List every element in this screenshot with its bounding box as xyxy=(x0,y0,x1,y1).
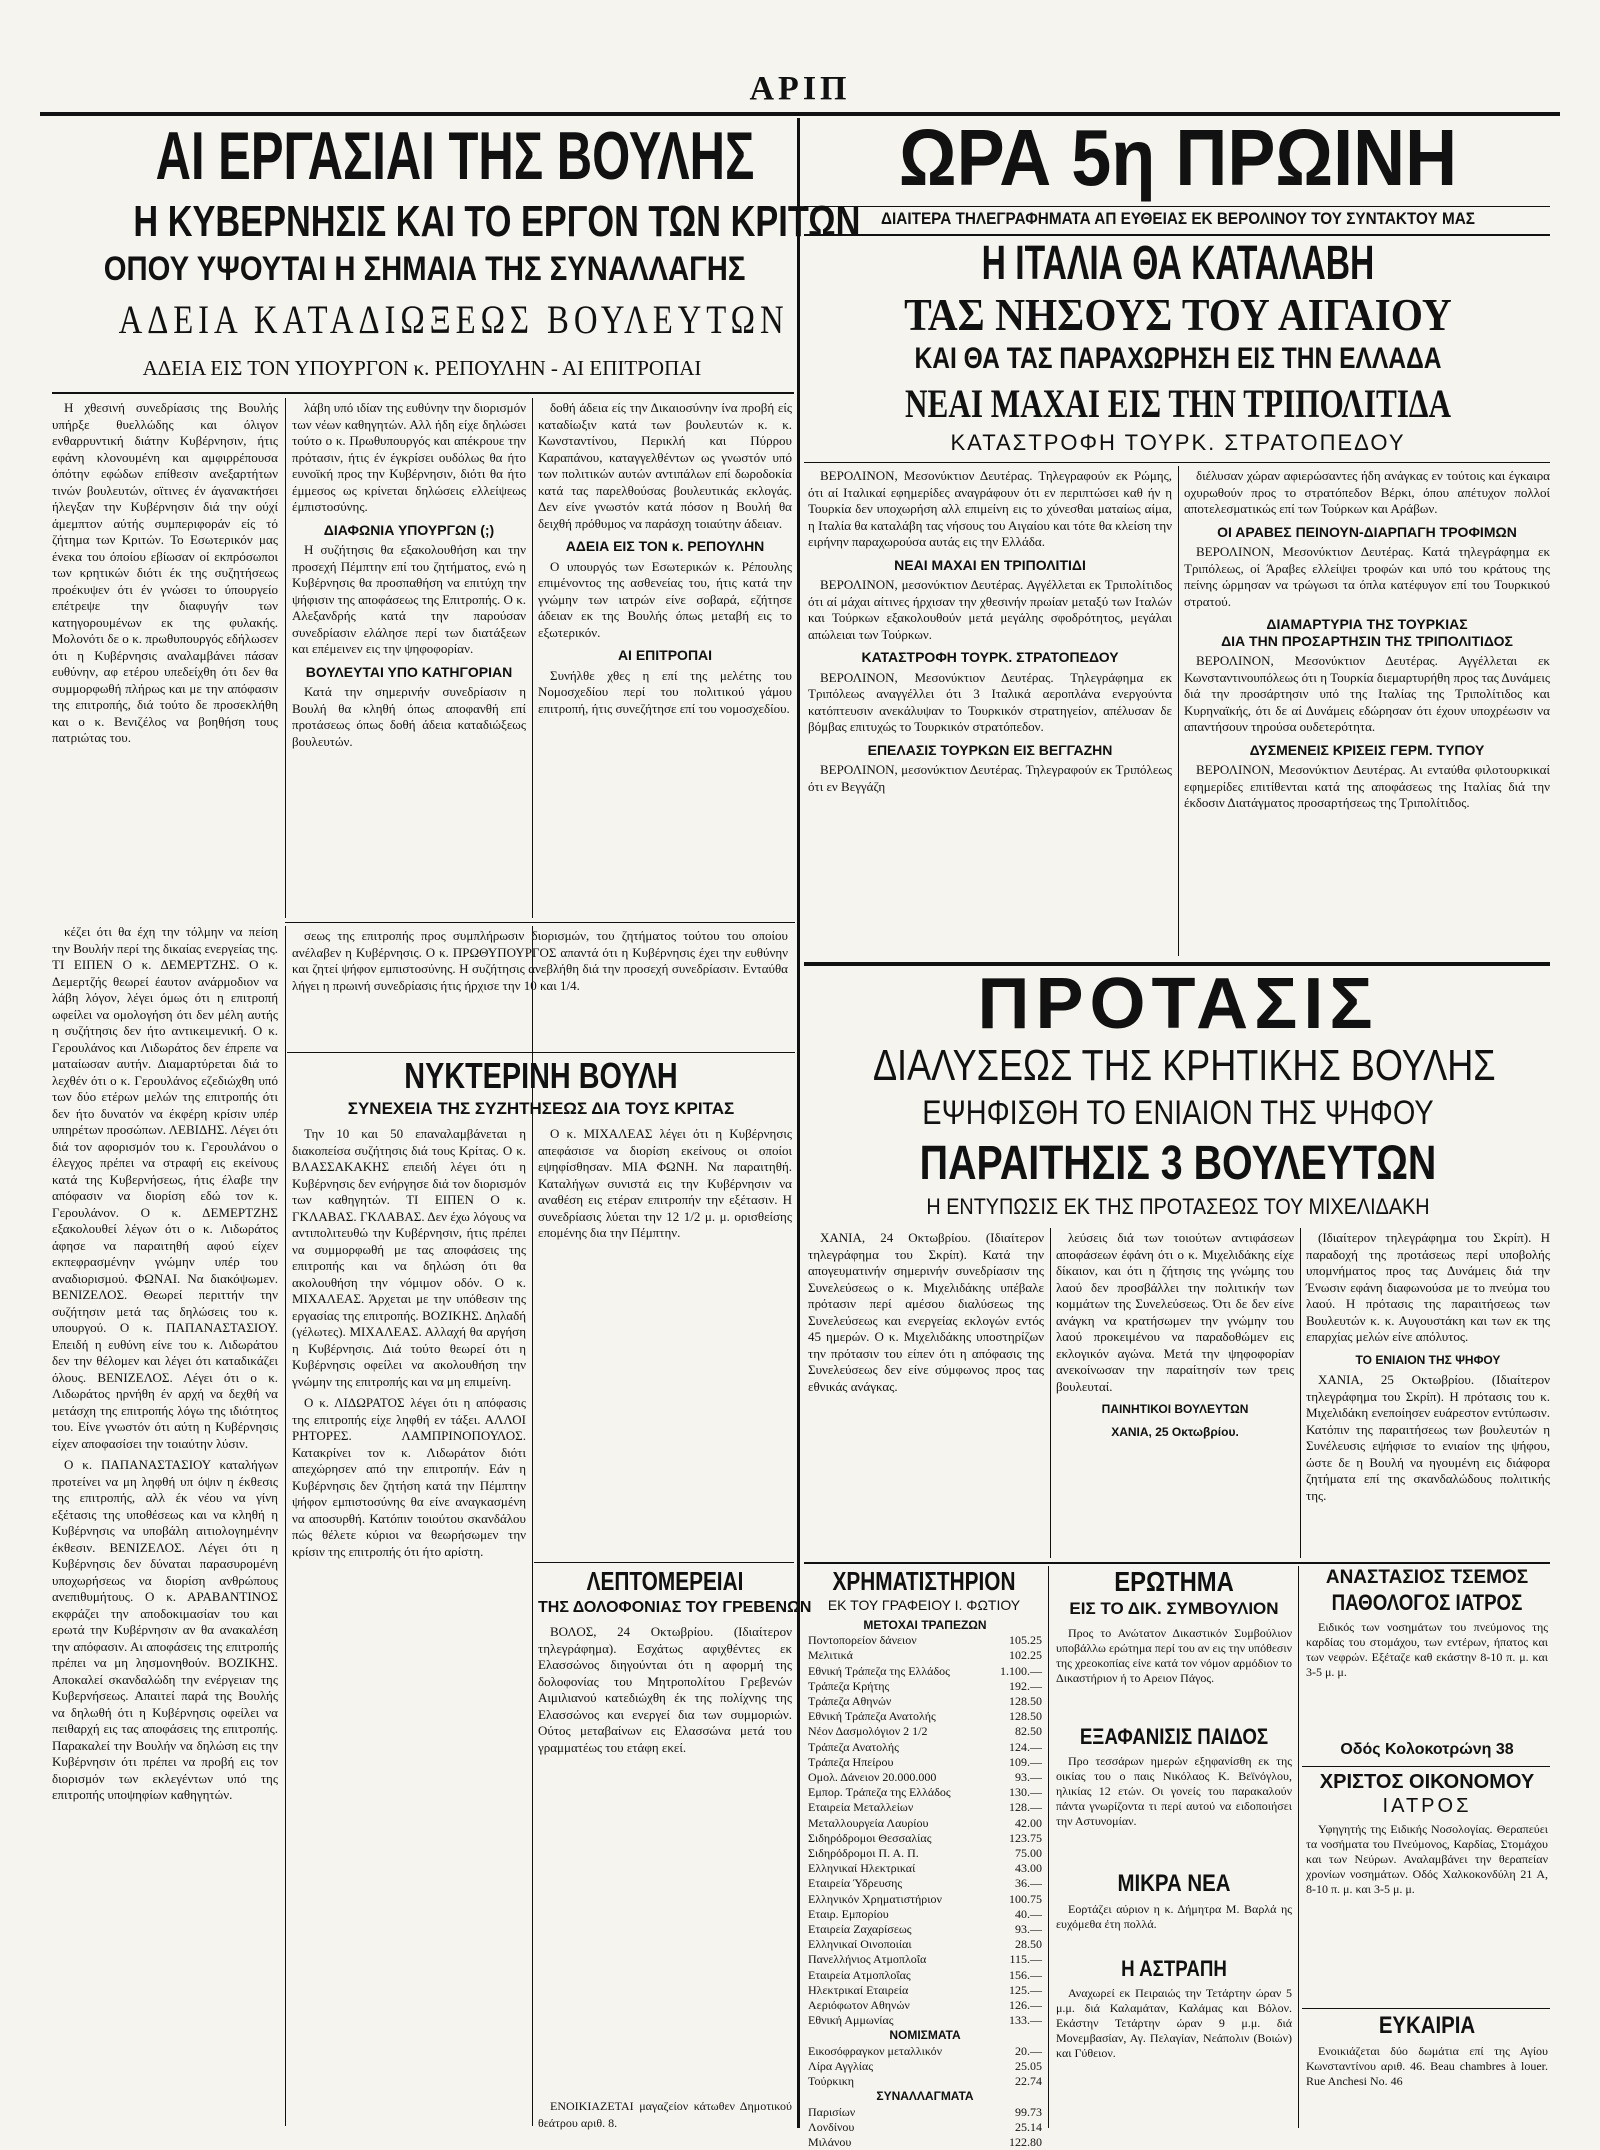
subheading: ΚΑΤΑΣΤΡΟΦΗ ΤΟΥΡΚ. ΣΤΡΑΤΟΠΕΔΟΥ xyxy=(808,649,1172,666)
article-paragraph: ΒΕΡΟΛΙΝΟΝ, Μεσονύκτιον Δευτέρας. Αι ενταύθα φιλοτουρκικαί εφημερίδες επιτίθενται κατά της αποφάσεως της Ιταλίας διά την έκδοσιν Διατάγματος προσαρτήσεως της Τριπολίτιδος. xyxy=(1184,762,1550,812)
ad-rule xyxy=(1302,1766,1550,1767)
article-paragraph: ΒΕΡΟΛΙΝΟΝ, Μεσονύκτιον Δευτέρας. Αγγέλλεται εκ Κωνσταντινουπόλεως ότι η Τουρκία διεμαρτυρήθη προς τας Δυνάμεις διά την προσάρτησιν υπό της Ιταλίας της Τριπολίτιδος και Κυρηναϊκής, ότι δε αί Δυνάμεις εδώρησαν ότι έχουν υποχρέωσιν να απαντήσουν τηρούσα ουδετερότητα. xyxy=(1184,653,1550,736)
market-row xyxy=(808,1998,1042,2013)
night-rule xyxy=(287,1052,795,1053)
market-row-value: 42.00 xyxy=(1009,1816,1042,1831)
market-row-label: Λίρα Αγγλίας xyxy=(808,2059,873,2074)
market-row xyxy=(808,1755,1042,1770)
market-row-value: 40.— xyxy=(1009,1907,1042,1922)
article-paragraph: διέλυσαν χώραν αφιερώσαντες ήδη ανάγκας εν τούτοις και έγκαιρα οχυρωθούν προς το στρατόπεδον Βέρκι, όπου απέτυχον πολλοί αποτελεσματικώς επί των Τούρκων και Αράβων. xyxy=(1184,468,1550,518)
subheading: ΔΙΑΜΑΡΤΥΡΙΑ ΤΗΣ ΤΟΥΡΚΙΑΣ xyxy=(1184,616,1550,633)
article-paragraph: Εορτάζει αύριον η κ. Δήμητρα Μ. Βαρλά ης ευχόμεθα έτη πολλά. xyxy=(1056,1902,1292,1932)
market-row xyxy=(808,1922,1042,1937)
astrapi-text xyxy=(1056,1986,1292,2126)
headline-right-6: ΚΑΤΑΣΤΡΟΦΗ ΤΟΥΡΚ. ΣΤΡΑΤΟΠΕΔΟΥ xyxy=(806,432,1550,454)
market-row-value: 124.— xyxy=(1003,1740,1042,1755)
article-paragraph: ΒΕΡΟΛΙΝΟΝ, μεσονύκτιον Δευτέρας. Αγγέλλεται εκ Τριπολίτιδος ότι αί μάχαι αίτινες ήρχισαν την χθεσινήν πρωίαν μεταξύ των Ιταλών και Τούρκων εξακολουθούν μετά μεγάλης σφοδρότητος, μεγάλαι απώλειαι των Τούρκων. xyxy=(808,577,1172,643)
classified-enoikiazetai xyxy=(538,2098,792,2128)
masthead xyxy=(0,70,1600,110)
headline-left-2: Η ΚΥΒΕΡΝΗΣΙΣ ΚΑΙ ΤΟ ΕΡΓΟΝ ΤΩΝ ΚΡΙΤΩΝ xyxy=(133,200,710,244)
headline-night: ΝΥΚΤΕΡΙΝΗ ΒΟΥΛΗ xyxy=(340,1058,742,1094)
classified-text: ΕΝΟΙΚΙΑΖΕΤΑΙ μαγαζείον κάτωθεν Δημοτικού θεάτρου αριθ. 8. xyxy=(538,2098,792,2131)
market-row-label: Ελληνικαί Ηλεκτρικαί xyxy=(808,1861,915,1876)
market-row-value: 43.00 xyxy=(1009,1861,1042,1876)
kicker-rule xyxy=(804,206,1550,207)
exafanisis-title: ΕΞΑΦΑΝΙΣΙΣ ΠΑΙΔΟΣ xyxy=(1072,1726,1276,1748)
market-table xyxy=(808,1618,1042,2128)
col-divider-r1 xyxy=(1178,466,1179,956)
market-row xyxy=(808,1679,1042,1694)
market-row xyxy=(808,2120,1042,2135)
market-row-value: 1.100.— xyxy=(994,1664,1042,1679)
article-paragraph: κέζει ότι θα έχη την τόλμην να πείση την Βουλήν περί της δικαίας ενεργείας της. ΤΙ ΕΙΠΕΝ Ο κ. ΔΕΜΕΡΤΖΗΣ. Ο κ. Δεμερτζής θεωρεί έαυτον ανάρμοδιον να λάβη λόγον, λέγει όμως ότι η επιτροπή ωφείλει να ομολογήση ότι δεν μέλη αυτής η συζήτησις δεν ήτο αντικειμενική. Ο κ. Γερουλάνος και Λιδωράτος δεν έπρεπε να ματαίωσαν αυτήν. Διαμαρτύρεται διά το λεχθέν ότι ο κ. Γερουλάνος εζεδιώχθη υπό των δύο ετέρων μελών της επιτροπής ότι δεν ήτο δυνατόν να έκφέρη κρίσιν υπέρ υπηρέτων προσώπων. ΛΕΒΙΔΗΣ. Λέγει ότι διά τον αφορισμόν του κ. Γερουλάνου ο έλεγχος πρέπει να στραφή εις εκείνους κατά της Κυβερνήσεως, ήτις έλαβε την απόφασιν να διορίση εδώ τον κ. Γερουλάνον. Ο κ. ΔΕΜΕΡΤΖΗΣ εξακολουθεί λέγων ότι ο κ. Λιδωράτος άφησε να παραιτηθή αφού είχεν εκπεφρασμένην γνώμην υπέρ του αναδιορισμού. ΦΩΝΑΙ. Να διακόψωμεν. ΒΕΝΙΖΕΛΟΣ. Θεωρεί περιττήν την συζήτησιν μετά τας δηλώσεις του κ. υπουργού. Ο κ. ΠΑΠΑΝΑΣΤΑΣΙΟΥ. Επειδή η ευθύνη είνε του κ. Λιδωράτου δεν την θέλομεν και λέγει ότι καταδικάζει όλους. ΒΕΝΙΖΕΛΟΣ. Λέγει ότι ο κ. Λιδωράτος ηρνήθη έν αρχή να δεχθή να μετάσχη της επιτροπής λόγω της ιδιότητος του. Είνε γνωστόν ότι αύτη η Κυβέρνησις είχεν αποφασίσει την τοιαύτην λύσιν. xyxy=(52,924,278,1452)
market-row-label: Εθνική Τράπεζα της Ελλάδος xyxy=(808,1664,950,1679)
col-divider-r3 xyxy=(1300,1228,1301,1558)
headline-left-4: ΑΔΕΙΑ ΚΑΤΑΔΙΩΞΕΩΣ ΒΟΥΛΕΥΤΩΝ xyxy=(119,300,726,340)
market-row xyxy=(808,1968,1042,1983)
ad-doctor-1-name: ΑΝΑΣΤΑΣΙΟΣ ΤΣΕΜΟΣ xyxy=(1304,1568,1550,1587)
article-column-4 xyxy=(52,924,278,2124)
kicker: ΔΙΑΙΤΕΡΑ ΤΗΛΕΓΡΑΦΗΜΑΤΑ ΑΠ ΕΥΘΕΙΑΣ ΕΚ ΒΕΡΟΛΙΝΟΥ ΤΟΥ ΣΥΝΤΑΚΤΟΥ ΜΑΣ xyxy=(843,210,1513,227)
subheading: ΧΑΝΙΑ, 25 Οκτωβρίου. xyxy=(1056,1424,1294,1441)
market-caption: ΣΥΝΑΛΛΑΓΜΑΤΑ xyxy=(808,2089,1042,2104)
article-column-3 xyxy=(538,400,792,920)
article-paragraph: Ενοικιάζεται δύο δωμάτια επί της Αγίου Κωνσταντίνου αριθ. 46. Beau chambres à louer. Rue Anchesi No. 46 xyxy=(1306,2044,1548,2089)
article-paragraph: Ο κ. ΜΙΧΑΛΕΑΣ λέγει ότι η Κυβέρνησις απεφάσισε να διορίση εκείνους οι οποίοι εψηφίσθησαν. ΜΙΑ ΦΩΝΗ. Να παραιτηθή. Καταλήγων συνιστά εις την Κυβέρνησιν να αναθέση εις ετέραν επιτροπήν την εξέτασιν. Η συνεδρίασις λύεται την 12 1/2 μ. μ. ορισθείσης επομένης δια την Πέμπτην. xyxy=(538,1126,792,1242)
erotima-text xyxy=(1056,1626,1292,1718)
market-row-value: 128.50 xyxy=(1003,1709,1042,1724)
market-row-label: Αεριόφωτον Αθηνών xyxy=(808,1998,910,2013)
col-divider-r4 xyxy=(1048,1566,1049,2128)
article-paragraph: ΧΑΝΙΑ, 24 Οκτωβρίου. (Ιδιαίτερον τηλεγράφημα του Σκρίπ). Κατά την απογευματινήν σημερινήν συνεδρίασιν της Συνελεύσεως ο κ. Μιχελιδάκης υπέβαλε πρότασιν περί αμέσου διαλύσεως της Συνελεύσεως και ενεργείας εκλογών εντός 45 ημερών. Ο κ. Μιχελιδάκης υποστηρίζων την πρότασιν του είπεν ότι η απόφασις της Συνελεύσεως δεν είνε σύμφωνος προς τας εθνικάς ανάγκας. xyxy=(808,1230,1044,1395)
article-column-6 xyxy=(538,1126,792,1556)
ad-doctor-2-title: ΙΑΤΡΟΣ xyxy=(1304,1796,1550,1816)
article-paragraph: Ειδικός των νοσημάτων του πνεύμονος της καρδίας του στομάχου, των εντέρων, ήπατος και των νεφρών. Εξέταζε καθ εκάστην 8-10 π. μ. και 3-5 μ. μ. xyxy=(1306,1620,1548,1680)
article-paragraph: λάβη υπό ιδίαν της ευθύνην την διορισμόν των νέων καθηγητών. Αλλ ήδη είχε δηλώσει τούτο ο κ. Πρωθυπουργός και απέκρουε την πρότασιν, ήτις έν έγκρίσει ουδόλως θα ήτο ευνοϊκή προς την Κυβέρνησιν, διότι θα ήτο έμμεσος ως κρίνεται δηλώσεις ελλείψεως έμπιστοσύνης. xyxy=(292,400,526,516)
market-row xyxy=(808,1983,1042,1998)
subheading: ΔΙΑ ΤΗΝ ΠΡΟΣΑΡΤΗΣΙΝ ΤΗΣ ΤΡΙΠΟΛΙΤΙΔΟΣ xyxy=(1184,633,1550,650)
headline-protasis-5: Η ΕΝΤΥΠΩΣΙΣ ΕΚ ΤΗΣ ΠΡΟΤΑΣΕΩΣ ΤΟΥ ΜΙΧΕΛΙΔΑΚΗ xyxy=(843,1196,1513,1218)
market-row-value: 133.— xyxy=(1003,2013,1042,2028)
market-row-value: 125.— xyxy=(1003,1983,1042,1998)
market-row-value: 82.50 xyxy=(1009,1724,1042,1739)
market-row-label: Μεταλλουργεία Λαυρίου xyxy=(808,1816,928,1831)
market-rows-currency xyxy=(808,2044,1042,2090)
headline-left-main: ΑΙ ΕΡΓΑΣΙΑΙ ΤΗΣ ΒΟΥΛΗΣ xyxy=(156,122,689,190)
market-caption: ΜΕΤΟΧΑΙ ΤΡΑΠΕΖΩΝ xyxy=(808,1618,1042,1633)
headline-night-sub: ΣΥΝΕΧΕΙΑ ΤΗΣ ΣΥΖΗΤΗΣΕΩΣ ΔΙΑ ΤΟΥΣ ΚΡΙΤΑΣ xyxy=(290,1100,792,1117)
market-row xyxy=(808,1785,1042,1800)
article-protasis-col-3 xyxy=(1306,1230,1550,1560)
market-row xyxy=(808,2013,1042,2028)
market-rows-exchange xyxy=(808,2105,1042,2150)
col-divider-r2 xyxy=(1050,1228,1051,1558)
market-row xyxy=(808,1907,1042,1922)
market-row-label: Εταιρεία Ζαχαρίσεως xyxy=(808,1922,912,1937)
market-row xyxy=(808,1952,1042,1967)
astrapi-title: Η ΑΣΤΡΑΠΗ xyxy=(1072,1958,1276,1980)
market-row-value: 25.14 xyxy=(1009,2120,1042,2135)
article-column-5-top xyxy=(292,928,788,1048)
masthead-title: ΑΡΙΠ xyxy=(750,70,851,107)
mikra-nea-title: ΜΙΚΡΑ ΝΕΑ xyxy=(1072,1872,1276,1896)
market-row-label: Τούρκικη xyxy=(808,2074,854,2089)
market-row-value: 123.75 xyxy=(1003,1831,1042,1846)
article-paragraph: Ο κ. ΛΙΔΩΡΑΤΟΣ λέγει ότι η απόφασις της επιτροπής είχε ληφθή εν τάξει. ΑΛΛΟΙ ΡΗΤΟΡΕΣ. ΛΑΜΠΡΙΝΟΠΟΥΛΟΣ. Κατακρίνει τον κ. Λιδωράτον διότι απεχώρησεν από την επιτροπήν. Εάν η Κυβέρνησις δεν ζητήση κατά την Πέμπτην ψήφον εμπιστοσύνης θα είνε αναγκασμένη να αποσυρθή. Κατόπιν τοιούτου σκανδάλου πώς θέλετε κύριοι να θεωρήσωμεν την κρίσιν της επιτροπής ότι ήτο αρίστη. xyxy=(292,1395,526,1560)
ad-doctor-2-name: ΧΡΙΣΤΟΣ ΟΙΚΟΝΟΜΟΥ xyxy=(1304,1772,1550,1792)
market-row-label: Ελληνικαί Οινοποιίαι xyxy=(808,1937,912,1952)
market-row-value: 102.25 xyxy=(1003,1648,1042,1663)
exafanisis-text xyxy=(1056,1754,1292,1864)
market-title: ΧΡΗΜΑΤΙΣΤΗΡΙΟΝ xyxy=(830,1568,1019,1594)
article-paragraph: Προς το Ανώτατον Δικαστικόν Συμβούλιον υποβάλλω ερώτημα περί του αν εις την υπόθεσιν της χρεοκοπίας είνε κατά τον νόμον αρμόδιον το Δικαστήριον ή το Αρειον Πάγος. xyxy=(1056,1626,1292,1686)
headline-protasis: ΠΡΟΤΑΣΙΣ xyxy=(806,968,1550,1040)
market-row-label: Εταιρεία Μεταλλείων xyxy=(808,1800,913,1815)
market-subtitle: ΕΚ ΤΟΥ ΓΡΑΦΕΙΟΥ Ι. ΦΩΤΙΟΥ xyxy=(806,1598,1042,1612)
article-column-5 xyxy=(292,1126,526,2126)
market-row-label: Σιδηρόδρομοι Π. Α. Π. xyxy=(808,1846,919,1861)
market-row xyxy=(808,1633,1042,1648)
market-row-label: Λονδίνου xyxy=(808,2120,854,2135)
headline-right-5: ΝΕΑΙ ΜΑΧΑΙ ΕΙΣ ΤΗΝ ΤΡΙΠΟΛΙΤΙΔΑ xyxy=(888,384,1468,424)
market-row-value: 100.75 xyxy=(1003,1892,1042,1907)
market-row xyxy=(808,1861,1042,1876)
market-row-label: Εταιρ. Εμπορίου xyxy=(808,1907,889,1922)
article-paragraph: δοθή άδεια είς την Δικαιοσύνην ίνα προβή είς καταδίωξιν κατά των βουλευτών κ. κ. Κωνσταντίνου, Περικλή και Πύρρου Καραπάνου, καταγγελθέντων ως γνωστόν υπό των πολιτικών αυτών αντιπάλων επί δωροδοκία κατά τας παρελθούσας βουλευτικάς εκλογάς. Δεν είνε γνωστόν κατά πόσον η Βουλή θα δειχθή πρόθυμος να παράσχη τοιαύτην άδειαν. xyxy=(538,400,792,532)
market-rule xyxy=(804,1562,1550,1564)
headline-leptomereiai-sub: ΤΗΣ ΔΟΛΟΦΟΝΙΑΣ ΤΟΥ ΓΡΕΒΕΝΩΝ xyxy=(538,1600,792,1616)
article-right-col-1 xyxy=(808,468,1172,956)
market-row-value: 128.— xyxy=(1003,1800,1042,1815)
left-head-rule xyxy=(52,392,794,394)
headline-protasis-3: ΕΨΗΦΙΣΘΗ ΤΟ ΕΝΙΑΙΟΝ ΤΗΣ ΨΗΦΟΥ xyxy=(862,1096,1494,1130)
article-paragraph: ΒΕΡΟΛΙΝΟΝ, Μεσονύκτιον Δευτέρας. Κατά τηλεγράφημα εκ Τριπόλεως, οί Άραβες ελλείψει τροφών και υπό του κράτους της πείνης ώρμησαν να τρώγωσι τα όπλα κατέφυγον επί του Τουρκικού στρατού. xyxy=(1184,544,1550,610)
market-row-label: Ομολ. Δάνειον 20.000.000 xyxy=(808,1770,936,1785)
col-divider-2 xyxy=(532,398,533,918)
headline-right-3: ΤΑΣ ΝΗΣΟΥΣ ΤΟΥ ΑΙΓΑΙΟΥ xyxy=(843,292,1513,338)
article-column-2 xyxy=(292,400,526,920)
market-row-value: 156.— xyxy=(1003,1968,1042,1983)
article-paragraph: Η χθεσινή συνεδρίασις της Βουλής υπήρξε θυελλώδης και όλιγον ενθαρρυντική διάτην Κυβέρνησιν, ήτις εφάνη κλονουμένη και αμφιρρέπουσα όπότην εφώδων επίθεσιν ανεξαρτήτων τινών βουλευτών, οϊτινες έν άγανακτήσει ήλεγξαν την Κυβέρνησιν διά την ούχί άμεμπτον αύτής συμπεριφοράν είς τό ζήτημα των Κριτών. Το Εσωτερικόν μας ένεκα του όποίου εβίωσαν οί εκπρόσωποι των κρητικών διότι έκ της συζητήσεως προέκυψεν ότι έν γνώσει το ύπουργείο επέτρεψε την διαφυγήν των κατηγορουμένων εκ της φυλακής. Μολονότι δε ο κ. πρωθυπουργός εδήλωσεν ότι η Κυβέρνησις αναλαμβάνει πάσαν ευθύνην, αφ ετέρου υπεδείχθη ότι δεν θα συμμορφωθή πλήρως και με την απόφασιν της επιτροπής, διά τούτο δε προσεκλήθη και ο κ. Βενιζέλος να βοηθήση τους πατριώτας του. xyxy=(52,400,278,747)
ad-rule xyxy=(1302,2008,1550,2009)
market-row-value: 99.73 xyxy=(1009,2105,1042,2120)
market-row xyxy=(808,1709,1042,1724)
market-row-label: Εθνική Αμμωνίας xyxy=(808,2013,894,2028)
market-row xyxy=(808,2074,1042,2089)
article-paragraph: ΒΕΡΟΛΙΝΟΝ, μεσονύκτιον Δευτέρας. Τηλεγραφούν εκ Τριπόλεως ότι εν Βεγγάζη xyxy=(808,762,1172,795)
headline-right-4: ΚΑΙ ΘΑ ΤΑΣ ΠΑΡΑΧΩΡΗΣΗ ΕΙΣ ΤΗΝ ΕΛΛΑΔΑ xyxy=(873,344,1483,374)
headline-left-5: ΑΔΕΙΑ ΕΙΣ ΤΟΝ ΥΠΟΥΡΓΟΝ κ. ΡΕΠΟΥΛΗΝ - ΑΙ ΕΠΙΤΡΟΠΑΙ xyxy=(52,358,792,379)
market-row xyxy=(808,1648,1042,1663)
ad-doctor-1-address: Οδός Κολοκοτρώνη 38 xyxy=(1304,1742,1550,1758)
market-row-value: 130.— xyxy=(1003,1785,1042,1800)
article-paragraph: Συνήλθε χθες η επί της μελέτης του Νομοσχεδίου περί του πολιτικού γάμου επιτροπή, ήτις συνεζήτησε επί του νομοσχεδίου. xyxy=(538,668,792,718)
ad-doctor-1-text xyxy=(1306,1620,1548,1738)
market-row-value: 122.80 xyxy=(1003,2135,1042,2150)
market-row xyxy=(808,1892,1042,1907)
market-row xyxy=(808,1770,1042,1785)
market-row xyxy=(808,1846,1042,1861)
col-divider-3 xyxy=(285,926,286,2126)
market-row-label: Εθνική Τράπεζα Ανατολής xyxy=(808,1709,936,1724)
market-row-value: 28.50 xyxy=(1009,1937,1042,1952)
headline-right-main: ΩΡΑ 5η ΠΡΩΙΝΗ xyxy=(843,118,1513,198)
market-row xyxy=(808,1740,1042,1755)
mikra-nea-text xyxy=(1056,1902,1292,1950)
lept-rule xyxy=(534,1562,794,1563)
market-caption: ΝΟΜΙΣΜΑΤΑ xyxy=(808,2028,1042,2043)
article-paragraph: Υφηγητής της Ειδικής Νοσολογίας. Θεραπεύει τα νοσήματα του Πνεύμονος, Καρδίας, Στομάχου και των Νεύρων. Αναλαμβάνει την θεραπείαν χρονίων νοσημάτων. Οδός Χαλκοκονδύλη 21 Α, 8-10 π. μ. και 3-5 μ. μ. xyxy=(1306,1822,1548,1897)
market-row-value: 20.— xyxy=(1009,2044,1042,2059)
subheading: ΠΑΙΝΗΤΙΚΟΙ ΒΟΥΛΕΥΤΩΝ xyxy=(1056,1401,1294,1418)
market-row-label: Τράπεζα Κρήτης xyxy=(808,1679,889,1694)
subheading: ΟΙ ΑΡΑΒΕΣ ΠΕΙΝΟΥΝ-ΔΙΑΡΠΑΓΗ ΤΡΟΦΙΜΩΝ xyxy=(1184,524,1550,541)
right-head-rule xyxy=(804,462,1550,463)
subheading: ΔΥΣΜΕΝΕΙΣ ΚΡΙΣΕΙΣ ΓΕΡΜ. ΤΥΠΟΥ xyxy=(1184,742,1550,759)
article-paragraph: (Ιδιαίτερον τηλεγράφημα του Σκρίπ). Η παραδοχή της προτάσεως περί υποβολής υπομνήματος προς τας Δυνάμεις διά την Ένωσιν εφάνη διαφωνούσα με το πνεύμα του λαού. Η πρότασις της παραιτήσεως των Βουλευτών κ. κ. Αυγουστάκη και των εκ της επαρχίας μελών είνε απόλυτος. xyxy=(1306,1230,1550,1346)
market-rows xyxy=(808,1633,1042,2028)
ad-eukairia-text xyxy=(1306,2044,1548,2124)
market-row-value: 25.05 xyxy=(1009,2059,1042,2074)
market-row-label: Σιδηρόδρομοι Θεσσαλίας xyxy=(808,1831,931,1846)
market-row-label: Παρισίων xyxy=(808,2105,855,2120)
market-row-label: Τράπεζα Ηπείρου xyxy=(808,1755,893,1770)
subheading: ΕΠΕΛΑΣΙΣ ΤΟΥΡΚΩΝ ΕΙΣ ΒΕΓΓΑΖΗΝ xyxy=(808,742,1172,759)
article-paragraph: Ο κ. ΠΑΠΑΝΑΣΤΑΣΙΟΥ καταλήγων προτείνει να μη ληφθή υπ όψιν η έκθεσις της επιτροπής, αλλ έκ νέου να γίνη εξέτασις της υποθέσεως και να κληθή η Κυβέρνησις να υποβάλη αιτιολογημένην έκθεσιν. ΒΕΝΙΖΕΛΟΣ. Λέγει ότι η Κυβέρνησις δεν δύναται παρασυρομένη υποχωρήσεως να διορίση ανθρώπους ανεπιθυμήτους. Ο κ. ΑΡΑΒΑΝΤΙΝΟΣ εκφράζει την αποδοκιμασίαν του και ερωτά την Κυβέρνησιν αν θα ανακαλέση την απόφασιν. Αι αποφάσεις της επιτροπής πρέπει να μη λησμονηθούν. ΒΟΖΙΚΗΣ. Αποκαλεί σκανδαλώδη την ενέργειαν της Κυβερνήσεως. Απαιτεί παρά της Βουλής να δηλωθή ότι η Κυβέρνησις οφείλει να πειθαρχή εις τας αποφάσεις της επιτροπής. Παρακαλεί την Βουλήν να δηλώση εις την Κυβέρνησιν ότι πρέπει να προβή εις τον διορισμόν των εκλεγέντων υπό της επιτροπής υποψηφίων καθηγητών. xyxy=(52,1457,278,1804)
market-row-value: 75.00 xyxy=(1009,1846,1042,1861)
market-row-label: Πανελλήνιος Ατμοπλοΐα xyxy=(808,1952,926,1967)
market-row-label: Νέον Δασμολόγιον 2 1/2 xyxy=(808,1724,927,1739)
market-row-label: Εμπορ. Τράπεζα της Ελλάδος xyxy=(808,1785,951,1800)
article-paragraph: Την 10 και 50 επαναλαμβάνεται η διακοπείσα συζήτησις διά τους Κρίτας. Ο κ. ΒΛΑΣΣΑΚΑΚΗΣ επειδή λέγει ότι η Κυβέρνησις δεν ενήργησε διά τον διορισμόν των καθηγητών. ΤΙ ΕΙΠΕΝ Ο κ. ΓΚΛΑΒΑΣ. ΓΚΛΑΒΑΣ. Δεν έχω λόγους να αντιπολιτευθώ την Κυβέρνησιν, ήτις πρέπει να συμμορφωθή με τας αποφάσεις της επιτροπής και να δηλώση ότι θα ακολουθήση την νόμιμον οδόν. Ο κ. ΜΙΧΑΛΕΑΣ. Άρχεται με την υπόθεσιν της εργασίας της επιτροπής. ΒΟΖΙΚΗΣ. Δηλαδή (γέλωτες). ΜΙΧΑΛΕΑΣ. Αλλαχή θα αργήση η Κυβέρνησις. Διά τούτο θεωρεί ότι η Κυβέρνησις οφείλει να ακολουθήση την γνώμην της επιτροπής και να μη επιμείνη. xyxy=(292,1126,526,1390)
market-row xyxy=(808,1800,1042,1815)
article-paragraph: ΧΑΝΙΑ, 25 Οκτωβρίου. (Ιδιαίτερον τηλεγράφημα του Σκρίπ). Η πρότασις του κ. Μιχελιδάκη ενεποίησεν ευάρεστον εντύπωσιν. Κατόπιν της παραιτήσεως των βουλευτών η Συνέλευσις εψήφισε το ενιαίον της ψήφου, ώστε δε η Βουλή να ηγουμένη εις διάφορα ζητήματα επί της σκανδαλώδους πολιτικής της. xyxy=(1306,1372,1550,1504)
market-row xyxy=(808,1694,1042,1709)
headline-protasis-2: ΔΙΑΛΥΣΕΩΣ ΤΗΣ ΚΡΗΤΙΚΗΣ ΒΟΥΛΗΣ xyxy=(873,1044,1483,1088)
ad-doctor-2-text xyxy=(1306,1822,1548,2000)
article-paragraph: Κατά την σημερινήν συνεδρίασιν η Βουλή θα κληθή όπως αποφανθή επί προτάσεως όπως δοθή άδεια καταδιώξεως βουλευτών. xyxy=(292,684,526,750)
market-row xyxy=(808,1816,1042,1831)
article-paragraph: ΒΟΛΟΣ, 24 Οκτωβρίου. (Ιδιαίτερον τηλεγράφημα). Εσχάτως αφιχθέντες εκ Ελασσώνος διηγούνται ότι η αφορμή της δολοφονίας του Μητροπολίτου Γρεβενών Αιμιλιανού κατεδιώχθη έκ της πολίχνης της Ελασσώνος και ενεργεί δια των συμμοριών. Ούτος μεταβαίνων εις Ελασσώνα μετά του γραμματέως του ετάφη εκεί. xyxy=(538,1624,792,1756)
article-paragraph: σεως της επιτροπής προς συμπλήρωσιν διορισμών, του ζητήματος τούτου του οποίου ανέλαβεν η Κυβέρνησις. Ο κ. ΠΡΩΘΥΠΟΥΡΓΟΣ απαντά ότι η Κυβέρνησις έχει την ευθύνην και ζητεί ψήφον εμπιστοσύνης. Η συζήτησις ανεβλήθη διά την προσεχή συνεδρίασιν. Ενταύθα λήγει η πρωινή συνεδρίασις ήτις ήρχισε την 10 και 1/4. xyxy=(292,928,788,994)
market-row xyxy=(808,2044,1042,2059)
article-paragraph: Ο υπουργός των Εσωτερικών κ. Ρέπουλης επιμένοντος της ασθενείας του, ήτις κατά την γνώμην των ιατρών είνε σοβαρά, εζήτησε άδειαν εκ της Βουλής όπως μεταβή εις το εξωτερικόν. xyxy=(538,559,792,642)
ad-doctor-1-title: ΠΑΘΟΛΟΓΟΣ ΙΑΤΡΟΣ xyxy=(1322,1592,1531,1614)
subheading: ΝΕΑΙ ΜΑΧΑΙ ΕΝ ΤΡΙΠΟΛΙΤΙΔΙ xyxy=(808,557,1172,574)
market-row-value: 22.74 xyxy=(1009,2074,1042,2089)
subheading: ΑΙ ΕΠΙΤΡΟΠΑΙ xyxy=(538,647,792,664)
col-divider-1 xyxy=(285,398,286,918)
market-row-value: 36.— xyxy=(1009,1876,1042,1891)
market-row-label: Τράπεζα Αθηνών xyxy=(808,1694,891,1709)
article-protasis-col-1 xyxy=(808,1230,1044,1560)
market-row-label: Εταιρεία Ατμοπλοΐας xyxy=(808,1968,911,1983)
market-row-value: 109.— xyxy=(1003,1755,1042,1770)
market-row-value: 93.— xyxy=(1009,1922,1042,1937)
market-row-label: Μελιτικά xyxy=(808,1648,853,1663)
center-divider xyxy=(797,118,800,2128)
subheading: ΑΔΕΙΑ ΕΙΣ ΤΟΝ κ. ΡΕΠΟΥΛΗΝ xyxy=(538,538,792,555)
article-paragraph: ΒΕΡΟΛΙΝΟΝ, Μεσονύκτιον Δευτέρας. Τηλεγραφούν εκ Ρώμης, ότι αί Ιταλικαί εφημερίδες αναγράφουν ότι εν περιπτώσει καθ ήν η Τουρκία δεν υποχωρήση αλλ επιμείνη εις το χύνεσθαι ματαίως αίμα, η Ιταλία θα καταλάβη τας νήσους του Αιγαίου και τότε θα κλείση την ειρήνην παραχωρούσα αυτάς εις την Ελλάδα. xyxy=(808,468,1172,551)
market-row-value: 128.50 xyxy=(1003,1694,1042,1709)
article-paragraph: Η συζήτησις θα εξακολουθήση και την προσεχή Πέμπτην επί του ζητήματος, ενώ η Κυβέρνησις θα προσπαθήση να επιτύχη την ψήφισιν της αποφάσεως της Επιτροπής. Ο κ. Αλεξανδρής κατά την παρούσαν συνεδρίασιν ελάλησε περί των διατάξεων και επέμεινεν εις την ψηφοφορίαν. xyxy=(292,542,526,658)
market-row-label: Ποντοπορείον δάνειον xyxy=(808,1633,917,1648)
article-paragraph: ΒΕΡΟΛΙΝΟΝ, Μεσονύκτιον Δευτέρας. Τηλεγράφημα εκ Τριπόλεως αναγγέλλει ότι 3 Ιταλικά αεροπλάνα ενεργούντα κατόπτευσιν ανεκάλυψαν το Τουρκικόν στρατηγείον, απέλυσαν δε βόμβας επιτυχώς το Τουρκικόν στρατόπεδον. xyxy=(808,670,1172,736)
mid-rule xyxy=(285,922,795,923)
subheading: ΔΙΑΦΩΝΙΑ ΥΠΟΥΡΓΩΝ (;) xyxy=(292,522,526,539)
article-paragraph: Αναχωρεί εκ Πειραιώς την Τετάρτην ώραν 5 μ.μ. διά Καλαμάταν, Καλάμας και Βόλον. Εκάστην Τετάρτην ώραν 9 μ.μ. διά Μονεμβασίαν, Αγ. Πελαγίαν, Νεάπολιν (Βοιών) και Γύθειον. xyxy=(1056,1986,1292,2061)
headline-leptomereiai: ΛΕΠΤΟΜΕΡΕΙΑΙ xyxy=(563,1568,766,1594)
market-row-label: Ηλεκτρικαί Εταιρεία xyxy=(808,1983,908,1998)
market-row xyxy=(808,1664,1042,1679)
market-row xyxy=(808,2135,1042,2150)
subheading: ΤΟ ΕΝΙΑΙΟΝ ΤΗΣ ΨΗΦΟΥ xyxy=(1306,1352,1550,1369)
article-right-col-2 xyxy=(1184,468,1550,956)
article-column-7 xyxy=(538,1624,792,2094)
market-row-value: 93.— xyxy=(1009,1770,1042,1785)
market-row xyxy=(808,2105,1042,2120)
ad-eukairia-title: ΕΥΚΑΙΡΙΑ xyxy=(1322,2014,1531,2038)
article-paragraph: λεύσεις διά των τοιούτων αντιφάσεων αποφάσεων έφάνη ότι ο κ. Μιχελιδάκης είχε δίκαιον, και ότι η ζήτησις της γνώμης του λαού δεν προσβάλλει την πολιτικήν των κομμάτων της Συνελεύσεως. Ότι δε δεν είνε ανάγκη να κρατήσωμεν την γνώμην του λαού προκειμένου να παραδοθώμεν εις εκλογικόν αγώνα. Μετά την ψηφοφορίαν ανεκοίνωσαν την παραίτησίν των τρεις βουλευταί. xyxy=(1056,1230,1294,1395)
market-row xyxy=(808,2059,1042,2074)
market-row-label: Μιλάνου xyxy=(808,2135,851,2150)
market-row-label: Εικοσόφραγκον μεταλλικόν xyxy=(808,2044,942,2059)
erotima-subtitle: ΕΙΣ ΤΟ ΔΙΚ. ΣΥΜΒΟΥΛΙΟΝ xyxy=(1054,1600,1294,1617)
subheading: ΒΟΥΛΕΥΤΑΙ ΥΠΟ ΚΑΤΗΓΟΡΙΑΝ xyxy=(292,664,526,681)
market-row xyxy=(808,1724,1042,1739)
market-row-value: 115.— xyxy=(1003,1952,1042,1967)
market-row-value: 192.— xyxy=(1003,1679,1042,1694)
headline-left-3: ΟΠΟΥ ΥΨΟΥΤΑΙ Η ΣΗΜΑΙΑ ΤΗΣ ΣΥΝΑΛΛΑΓΗΣ xyxy=(104,252,740,286)
market-row-label: Ελληνικόν Χρηματιστήριον xyxy=(808,1892,942,1907)
market-row-value: 126.— xyxy=(1003,1998,1042,2013)
col-divider-r5 xyxy=(1298,1566,1299,2128)
headline-right-2: Η ΙΤΑΛΙΑ ΘΑ ΚΑΤΑΛΑΒΗ xyxy=(918,240,1439,288)
market-row xyxy=(808,1876,1042,1891)
article-protasis-col-2 xyxy=(1056,1230,1294,1560)
market-row-value: 105.25 xyxy=(1003,1633,1042,1648)
market-row-label: Τράπεζα Ανατολής xyxy=(808,1740,899,1755)
market-row-label: Εταιρεία Ύδρευσης xyxy=(808,1876,902,1891)
article-column-1 xyxy=(52,400,278,920)
kicker-rule-2 xyxy=(804,234,1550,236)
article-paragraph: Προ τεσσάρων ημερών εξηφανίσθη εκ της οικίας του ο παις Νικόλαος Κ. Βεϊνόγλου, ηλικίας 12 ετών. Οι γονείς του παρακαλούν πάντα γνωρίζοντα τι περί αυτού να ειδοποιήσει την Αστυνομίαν. xyxy=(1056,1754,1292,1829)
headline-protasis-4: ΠΑΡΑΙΤΗΣΙΣ 3 ΒΟΥΛΕΥΤΩΝ xyxy=(873,1140,1483,1188)
erotima-title: ΕΡΩΤΗΜΑ xyxy=(1072,1568,1276,1596)
market-row xyxy=(808,1831,1042,1846)
market-row xyxy=(808,1937,1042,1952)
